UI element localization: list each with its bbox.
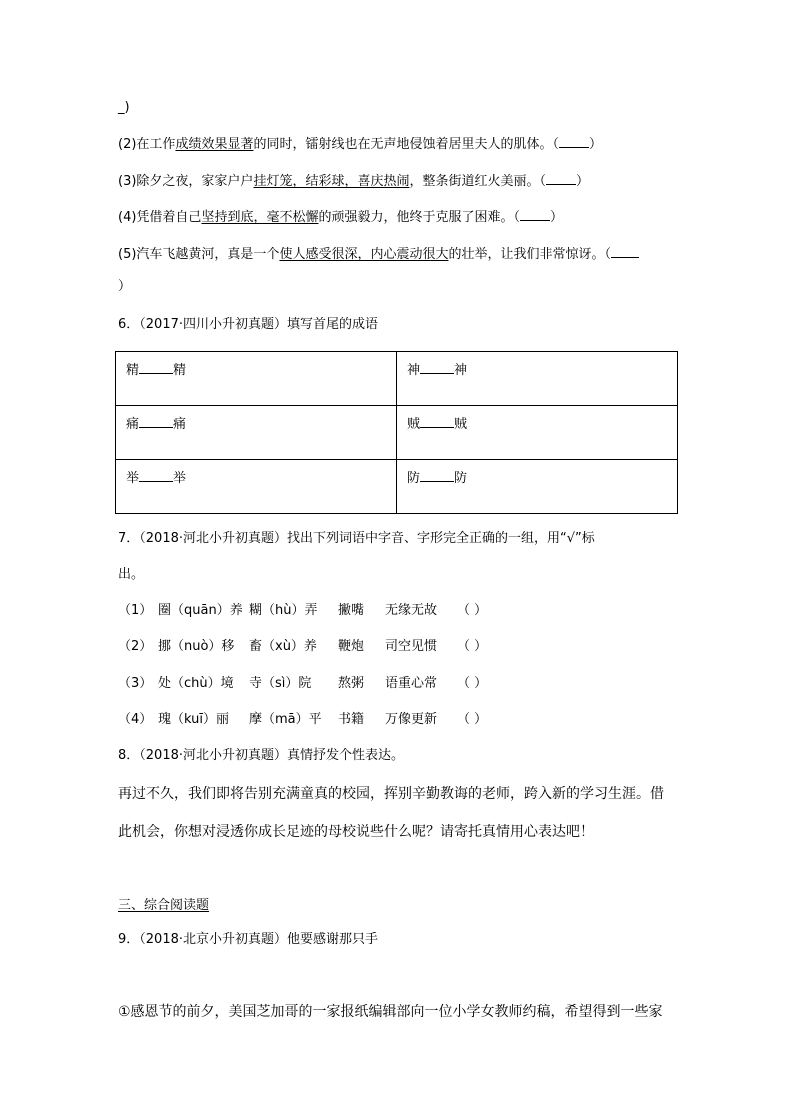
idiom-cell: 痛 痛 <box>116 406 397 460</box>
idiom-blank[interactable] <box>420 360 454 374</box>
q5-item-5-close: ） <box>118 279 132 294</box>
idiom-blank[interactable] <box>139 468 173 482</box>
idiom-cell: 精 精 <box>116 352 397 406</box>
q8-body: 再过不久，我们即将告别充满童真的校园，挥别辛勤教诲的老师，跨入新的学习生涯。借 <box>118 786 664 802</box>
answer-blank[interactable] <box>559 134 589 148</box>
answer-paren[interactable]: （ ） <box>457 603 488 618</box>
answer-blank[interactable] <box>611 244 639 258</box>
underlined-phrase: 成绩效果显著 <box>175 137 254 152</box>
idiom-table <box>115 351 678 514</box>
q8-body-cont: 此机会，你想对浸透你成长足迹的母校说些什么呢？请寄托真情用心表达吧！ <box>118 824 594 840</box>
q5-item-4: (4)凭借着自己坚持到底，毫不松懈的顽强毅力，他终于克服了困难。（ ） <box>118 207 563 226</box>
idiom-blank[interactable] <box>420 414 454 428</box>
underlined-phrase: 使人感受很深，内心震动很大 <box>279 247 449 262</box>
continued-answer-fragment: _) <box>118 100 130 115</box>
answer-paren[interactable]: （ ） <box>457 639 488 654</box>
answer-blank[interactable] <box>520 207 550 221</box>
q5-item-2: (2)在工作成绩效果显著的同时，镭射线也在无声地侵蚀着居里夫人的肌体。（ ） <box>118 134 602 153</box>
idiom-blank[interactable] <box>420 468 454 482</box>
q5-item-3: (3)除夕之夜，家家户户挂灯笼，结彩球，喜庆热闹，整条街道红火美丽。（ ） <box>118 171 589 190</box>
idiom-cell: 贼 贼 <box>397 406 678 460</box>
q7-title-cont: 出。 <box>118 567 145 582</box>
q7-title: 7．（2018·河北小升初真题）找出下列词语中字音、字形完全正确的一组，用“√”标 <box>118 531 595 546</box>
idiom-blank[interactable] <box>139 414 173 428</box>
idiom-cell: 神 神 <box>397 352 678 406</box>
idiom-cell: 防 防 <box>397 460 678 514</box>
underlined-phrase: 坚持到底，毫不松懈 <box>201 210 319 225</box>
underlined-phrase: 挂灯笼，结彩球，喜庆热闹 <box>253 174 410 189</box>
section-heading: 三、综合阅读题 <box>118 898 210 913</box>
q5-item-5: (5)汽车飞越黄河，真是一个使人感受很深，内心震动很大的壮举，让我们非常惊讶。（ <box>118 244 639 263</box>
idiom-blank[interactable] <box>139 360 173 374</box>
q6-title: 6．（2017·四川小升初真题）填写首尾的成语 <box>118 317 378 332</box>
q9-title: 9．（2018·北京小升初真题）他要感谢那只手 <box>118 932 378 947</box>
q9-paragraph: ①感恩节的前夕，美国芝加哥的一家报纸编辑部向一位小学女教师约稿，希望得到一些家 <box>118 1004 663 1020</box>
answer-blank[interactable] <box>546 171 576 185</box>
idiom-cell: 举 举 <box>116 460 397 514</box>
answer-paren[interactable]: （ ） <box>457 676 488 691</box>
answer-paren[interactable]: （ ） <box>457 712 488 727</box>
q8-title: 8．（2018·河北小升初真题）真情抒发个性表达。 <box>118 748 404 763</box>
